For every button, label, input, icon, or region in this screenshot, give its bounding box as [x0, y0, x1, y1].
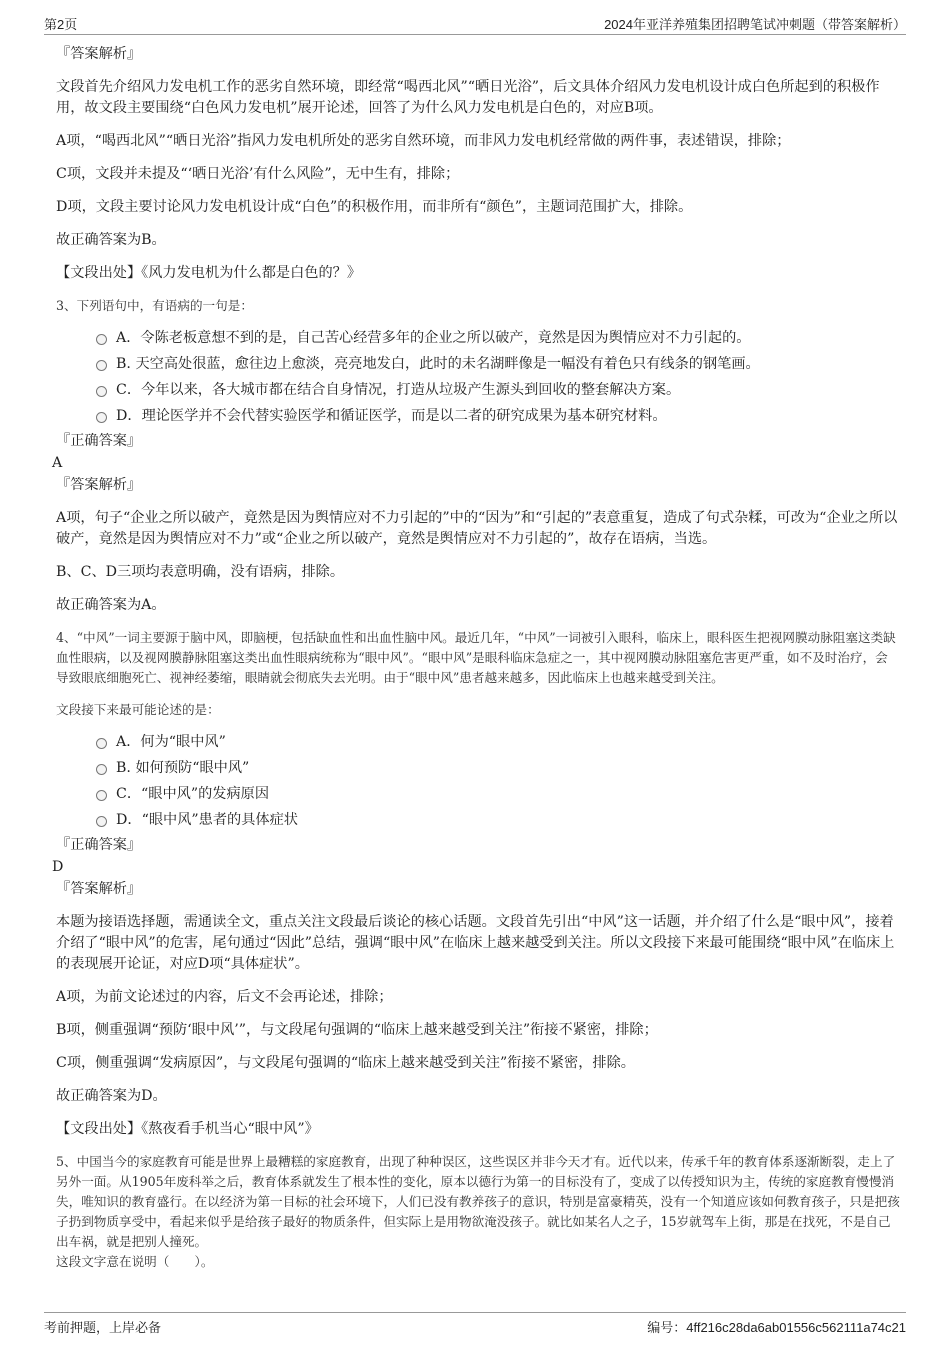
q2-source: 【文段出处】《风力发电机为什么都是白色的？》	[56, 265, 362, 281]
q5-question: 这段文字意在说明（ ）。	[56, 1254, 214, 1269]
q2-answer: 故正确答案为B。	[56, 232, 166, 248]
q2-analysis-label: 『答案解析』	[56, 46, 142, 62]
page-footer	[44, 1312, 906, 1337]
q4-correct-answer: D	[52, 859, 64, 875]
q4-option-a[interactable]: A．何为“眼中风”	[96, 732, 900, 753]
q3-correct-label: 『正确答案』	[56, 433, 142, 449]
q4-analysis-p2: A项，为前文论述过的内容，后文不会再论述，排除；	[56, 989, 393, 1005]
radio-icon[interactable]	[96, 816, 107, 827]
q3-analysis-p2: B、C、D三项均表意明确，没有语病，排除。	[56, 564, 345, 580]
page-header	[44, 12, 906, 35]
q3-answer: 故正确答案为A。	[56, 597, 166, 613]
document-title: 2024年亚洋养殖集团招聘笔试冲刺题（带答案解析）	[604, 17, 906, 32]
radio-icon[interactable]	[96, 386, 107, 397]
q3-option-b[interactable]: B. 天空高处很蓝，愈往边上愈淡，亮亮地发白，此时的未名湖畔像是一幅没有着色只有线条的钢笔画。	[96, 354, 900, 375]
q4-question: 文段接下来最可能论述的是：	[56, 702, 220, 717]
radio-icon[interactable]	[96, 738, 107, 749]
q4-analysis-label: 『答案解析』	[56, 881, 142, 897]
q4-correct-label: 『正确答案』	[56, 837, 142, 853]
q5-stem: 5、中国当今的家庭教育可能是世界上最糟糕的家庭教育，出现了种种误区，这些误区并非今天才有。近代以来，传承千年的教育体系逐渐断裂，走上了另外一面。从1905年废科举之后，教育体系就发生了根本性的变化，原本以德行为第一的目标没有了，变成了以传授知识为主，传统的家庭教育慢慢消失，唯知识的教育盛行。在以经济为第一目标的社会环境下，人们已没有教养孩子的意识，特别是富豪精英，没有一个知道应该如何教育孩子，只是把孩子扔到物质享受中，看起来似乎是给孩子最好的物质条件，但实际上是用物欲淹没孩子。就比如某名人之子，15岁就驾车上街，那是在找死，不是自己出车祸，就是把别人撞死。	[56, 1154, 900, 1249]
q3-correct-answer: A	[52, 455, 63, 471]
q3-option-d[interactable]: D．理论医学并不会代替实验医学和循证医学，而是以二者的研究成果为基本研究材料。	[96, 406, 900, 427]
q4-analysis-p4: C项，侧重强调“发病原因”，与文段尾句强调的“临床上越来越受到关注”衔接不紧密，排除。	[56, 1055, 635, 1071]
q3-analysis-label: 『答案解析』	[56, 477, 142, 493]
q4-stem: 4、“中风”一词主要源于脑中风，即脑梗，包括缺血性和出血性脑中风。最近几年，“中风”一词被引入眼科，临床上，眼科医生把视网膜动脉阻塞这类缺血性眼病，以及视网膜静脉阻塞这类出血性眼病统称为“眼中风”。“眼中风”是眼科临床急症之一，其中视网膜动脉阻塞危害更严重，如不及时治疗，会导致眼底细胞死亡、视神经萎缩，眼睛就会彻底失去光明。由于“眼中风”患者越来越多，因此临床上也越来越受到关注。	[56, 630, 896, 685]
q3-analysis-p1: A项，句子“企业之所以破产，竟然是因为舆情应对不力引起的”中的“因为”和“引起的”表意重复，造成了句式杂糅，可改为“企业之所以破产，竟然是因为舆情应对不力”或“企业之所以破产，竟然是舆情应对不力引起的”，故存在语病，当选。	[56, 510, 898, 547]
q4-answer: 故正确答案为D。	[56, 1088, 167, 1104]
radio-icon[interactable]	[96, 764, 107, 775]
q4-option-b[interactable]: B. 如何预防“眼中风”	[96, 758, 900, 779]
q3-stem: 3、下列语句中，有语病的一句是：	[56, 298, 253, 313]
q4-option-d[interactable]: D．“眼中风”患者的具体症状	[96, 810, 900, 831]
q4-option-c[interactable]: C．“眼中风”的发病原因	[96, 784, 900, 805]
radio-icon[interactable]	[96, 360, 107, 371]
q3-option-a[interactable]: A．令陈老板意想不到的是，自己苦心经营多年的企业之所以破产，竟然是因为舆情应对不力引起的。	[96, 328, 900, 349]
q3-option-c[interactable]: C．今年以来，各大城市都在结合自身情况，打造从垃圾产生源头到回收的整套解决方案。	[96, 380, 900, 401]
radio-icon[interactable]	[96, 334, 107, 345]
q3-options	[96, 328, 900, 427]
q2-analysis-p4: D项，文段主要讨论风力发电机设计成“白色”的积极作用，而非所有“颜色”，主题词范围扩大，排除。	[56, 199, 693, 215]
q4-options	[96, 732, 900, 831]
q2-analysis-p2: A项，“喝西北风”“晒日光浴”指风力发电机所处的恶劣自然环境，而非风力发电机经常做的两件事，表述错误，排除；	[56, 133, 791, 149]
q2-analysis-p3: C项，文段并未提及“‘晒日光浴’有什么风险”，无中生有，排除；	[56, 166, 460, 182]
q4-analysis-p1: 本题为接语选择题，需通读全文，重点关注文段最后谈论的核心话题。文段首先引出“中风”这一话题，并介绍了什么是“眼中风”，接着介绍了“眼中风”的危害，尾句通过“因此”总结，强调“眼中风”在临床上越来越受到关注。所以文段接下来最可能围绕“眼中风”在临床上的表现展开论证，对应D项“具体症状”。	[56, 914, 895, 972]
page-number: 第2页	[44, 17, 78, 32]
content	[52, 44, 900, 1272]
q4-analysis-p3: B项，侧重强调“预防‘眼中风’”，与文段尾句强调的“临床上越来越受到关注”衔接不紧密，排除；	[56, 1022, 658, 1038]
radio-icon[interactable]	[96, 412, 107, 423]
q2-analysis-p1: 文段首先介绍风力发电机工作的恶劣自然环境，即经常“喝西北风”“晒日光浴”，后文具体介绍风力发电机设计成白色所起到的积极作用，故文段主要围绕“白色风力发电机”展开论述，回答了为什么风力发电机是白色的，对应B项。	[56, 79, 880, 116]
radio-icon[interactable]	[96, 790, 107, 801]
footer-slogan: 考前押题，上岸必备	[44, 1320, 162, 1335]
q4-source: 【文段出处】《熬夜看手机当心“眼中风”》	[56, 1121, 319, 1137]
document-id: 编号：4ff216c28da6ab01556c562111a74c21	[647, 1320, 906, 1335]
